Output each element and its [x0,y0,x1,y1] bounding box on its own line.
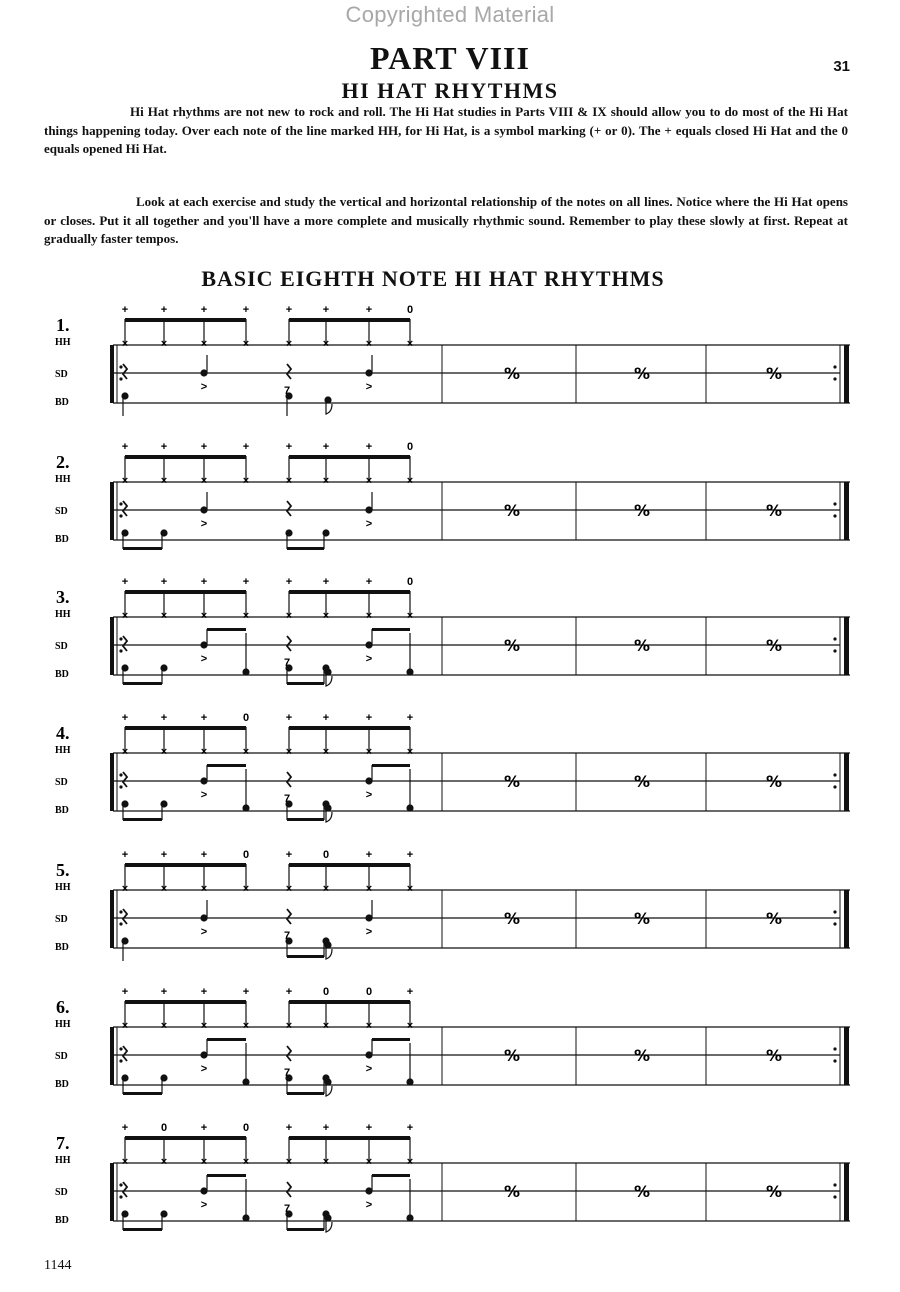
hh-mark: + [285,304,293,316]
hh-mark: + [406,849,414,861]
bd-beam [123,1092,162,1095]
sd-quarter-rest [123,1182,127,1197]
hh-x-notehead: × [121,610,129,622]
hh-x-notehead: × [365,1156,373,1168]
hh-mark: + [160,712,168,724]
hh-x-notehead: × [406,1156,414,1168]
copyright-watermark: Copyrighted Material [345,2,555,27]
bd-label: BD [55,1079,69,1090]
hh-mark: + [121,712,129,724]
hh-mark: + [121,576,129,588]
start-repeat-dot [119,1047,122,1050]
sd-quarter-rest [123,909,127,924]
exercise-5 [55,849,850,961]
hh-x-notehead: × [322,883,330,895]
hh-x-notehead: × [285,883,293,895]
measure-repeat-sign: % [633,772,651,791]
end-repeat-thick-bar [844,890,849,948]
exercise-number: 6. [56,997,70,1017]
measure-repeat-sign: % [765,636,783,655]
hh-x-notehead: × [322,746,330,758]
hh-mark: + [365,712,373,724]
bd-eighth-rest: 7 [283,930,291,942]
hh-mark: + [285,712,293,724]
sd-quarter-rest [123,1046,127,1061]
bd-label: BD [55,397,69,408]
measure-repeat-sign: % [633,909,651,928]
hh-x-notehead: × [121,338,129,350]
hh-mark: 0 [406,304,414,316]
sd-notehead [242,668,249,675]
hh-x-notehead: × [160,475,168,487]
hh-x-notehead: × [365,883,373,895]
accent-mark: > [365,653,373,665]
start-repeat-thick-bar [110,890,114,948]
hh-x-notehead: × [242,1156,250,1168]
accent-mark: > [365,381,373,393]
start-repeat-thick-bar [110,345,114,403]
accent-mark: > [200,518,208,530]
end-repeat-dot [833,1183,836,1186]
hh-x-notehead: × [121,1020,129,1032]
sd-notehead [242,1214,249,1221]
measure-repeat-sign: % [503,909,521,928]
hh-x-notehead: × [322,1156,330,1168]
hh-x-notehead: × [406,338,414,350]
hh-beam [125,590,246,594]
hh-beam [289,590,410,594]
hh-label: HH [55,1019,71,1030]
measure-repeat-sign: % [633,501,651,520]
accent-mark: > [365,518,373,530]
hh-beam [289,455,410,459]
plate-number: 1144 [44,1258,72,1273]
hh-x-notehead: × [160,1020,168,1032]
hh-x-notehead: × [242,883,250,895]
measure-repeat-sign: % [503,1046,521,1065]
accent-mark: > [365,1199,373,1211]
hh-x-notehead: × [242,1020,250,1032]
end-repeat-dot [833,637,836,640]
bd-beam [287,1228,324,1231]
hh-beam [125,863,246,867]
start-repeat-thick-bar [110,617,114,675]
hh-mark: 0 [160,1122,168,1134]
hh-beam [125,1136,246,1140]
start-repeat-dot [119,1195,122,1198]
accent-mark: > [365,926,373,938]
hh-x-notehead: × [322,475,330,487]
hh-mark: + [200,712,208,724]
start-repeat-dot [119,649,122,652]
measure-repeat-sign: % [633,1182,651,1201]
sd-notehead [242,804,249,811]
hh-mark: + [322,576,330,588]
sd-notehead [406,804,413,811]
hh-x-notehead: × [365,475,373,487]
exercise-6 [55,986,850,1096]
hh-x-notehead: × [200,1020,208,1032]
hh-x-notehead: × [160,883,168,895]
intro-paragraph-1: Hi Hat rhythms are not new to rock and roll. The Hi Hat studies in Parts VIII & IX should allow you to do most of the Hi Hat things happening today. Over each note of the line marked HH, for Hi Hat, is a symbol marking (+ or 0). The + equals closed Hi Hat and the 0 equals opened Hi Hat. [44,104,848,156]
start-repeat-dot [119,1183,122,1186]
bd-beam [287,682,324,685]
sd-label: SD [55,914,68,925]
hh-x-notehead: × [365,1020,373,1032]
measure-repeat-sign: % [503,364,521,383]
end-repeat-dot [833,1047,836,1050]
hh-x-notehead: × [242,475,250,487]
accent-mark: > [200,1063,208,1075]
hh-mark: + [322,441,330,453]
end-repeat-dot [833,922,836,925]
hh-label: HH [55,609,71,620]
end-repeat-dot [833,785,836,788]
hh-x-notehead: × [365,610,373,622]
hh-mark: + [160,576,168,588]
hh-label: HH [55,745,71,756]
hh-mark: 0 [406,576,414,588]
hh-beam [289,726,410,730]
measure-repeat-sign: % [633,1046,651,1065]
sd-beam [372,1038,410,1041]
sd-quarter-rest [123,501,127,516]
bd-label: BD [55,1215,69,1226]
hh-mark: + [285,849,293,861]
hh-beam [125,1000,246,1004]
hh-mark: + [242,304,250,316]
hh-x-notehead: × [322,338,330,350]
sd-quarter-rest [123,772,127,787]
sd-beam [372,764,410,767]
exercise-number: 1. [56,315,70,335]
hh-x-notehead: × [121,883,129,895]
end-repeat-dot [833,377,836,380]
sd-quarter-rest [287,636,291,651]
bd-beam [287,547,324,550]
hh-x-notehead: × [160,746,168,758]
exercise-2 [55,441,850,550]
end-repeat-dot [833,1195,836,1198]
hh-x-notehead: × [200,746,208,758]
hh-x-notehead: × [200,338,208,350]
exercise-4 [55,712,850,822]
hh-label: HH [55,882,71,893]
sd-label: SD [55,1187,68,1198]
sd-quarter-rest [287,501,291,516]
end-repeat-dot [833,514,836,517]
hh-x-notehead: × [160,1156,168,1168]
bd-label: BD [55,534,69,545]
sd-beam [207,1174,246,1177]
start-repeat-dot [119,910,122,913]
sd-quarter-rest [287,1046,291,1061]
bd-beam [123,547,162,550]
hh-mark: + [285,986,293,998]
hh-mark: + [365,1122,373,1134]
hh-mark: 0 [322,986,330,998]
hh-mark: + [406,986,414,998]
intro-paragraph-2: Look at each exercise and study the vertical and horizontal relationship of the notes on all lines. Notice where the Hi Hat opens or closes. Put it all together and you'll have a more complete and musically rhythmic sound. Remember to play these slowly at first. Repeat at gradually faster tempos. [44,194,848,246]
hh-mark: + [200,441,208,453]
accent-mark: > [365,789,373,801]
hh-mark: + [160,441,168,453]
sd-beam [372,628,410,631]
sd-beam [207,1038,246,1041]
page-number: 31 [833,58,850,75]
bd-label: BD [55,669,69,680]
measure-repeat-sign: % [503,772,521,791]
end-repeat-thick-bar [844,753,849,811]
hh-x-notehead: × [121,475,129,487]
end-repeat-thick-bar [844,617,849,675]
hh-beam [289,318,410,322]
hh-label: HH [55,1155,71,1166]
hh-mark: + [285,1122,293,1134]
hh-x-notehead: × [160,338,168,350]
hh-beam [289,1136,410,1140]
bd-beam [123,682,162,685]
sd-label: SD [55,506,68,517]
sd-quarter-rest [287,909,291,924]
hh-mark: + [322,712,330,724]
start-repeat-thick-bar [110,1027,114,1085]
sd-label: SD [55,369,68,380]
accent-mark: > [200,789,208,801]
start-repeat-dot [119,922,122,925]
exercise-1 [55,304,850,416]
hh-x-notehead: × [285,746,293,758]
hh-x-notehead: × [406,746,414,758]
end-repeat-dot [833,502,836,505]
hh-mark: + [200,576,208,588]
sd-beam [372,1174,410,1177]
measure-repeat-sign: % [633,636,651,655]
hh-mark: 0 [322,849,330,861]
hh-x-notehead: × [200,883,208,895]
end-repeat-dot [833,365,836,368]
exercise-number: 5. [56,860,70,880]
part-title: PART VIII [370,40,530,76]
start-repeat-dot [119,514,122,517]
bd-eighth-rest: 7 [283,657,291,669]
hh-label: HH [55,337,71,348]
hh-x-notehead: × [406,883,414,895]
accent-mark: > [200,1199,208,1211]
sd-notehead [406,1078,413,1085]
bd-beam [287,955,324,958]
hh-mark: + [160,304,168,316]
exercise-number: 4. [56,723,70,743]
hh-x-notehead: × [406,1020,414,1032]
exercise-number: 2. [56,452,70,472]
accent-mark: > [200,926,208,938]
hh-mark: + [121,441,129,453]
exercise-number: 7. [56,1133,70,1153]
sd-notehead [406,1214,413,1221]
hh-x-notehead: × [365,746,373,758]
hh-x-notehead: × [285,338,293,350]
hh-x-notehead: × [322,610,330,622]
hh-mark: + [121,849,129,861]
end-repeat-thick-bar [844,1163,849,1221]
hh-mark: + [322,304,330,316]
bd-beam [287,1092,324,1095]
hh-mark: 0 [242,712,250,724]
measure-repeat-sign: % [503,636,521,655]
hh-mark: + [200,849,208,861]
start-repeat-dot [119,773,122,776]
hh-x-notehead: × [285,475,293,487]
measure-repeat-sign: % [765,1182,783,1201]
hh-x-notehead: × [160,610,168,622]
sd-quarter-rest [287,772,291,787]
hh-x-notehead: × [285,1020,293,1032]
start-repeat-thick-bar [110,482,114,540]
start-repeat-dot [119,365,122,368]
sd-quarter-rest [123,636,127,651]
hh-beam [289,1000,410,1004]
end-repeat-thick-bar [844,482,849,540]
hh-x-notehead: × [242,338,250,350]
accent-mark: > [200,381,208,393]
end-repeat-thick-bar [844,1027,849,1085]
hh-x-notehead: × [200,610,208,622]
measure-repeat-sign: % [765,501,783,520]
sd-beam [207,628,246,631]
measure-repeat-sign: % [503,501,521,520]
hh-x-notehead: × [285,1156,293,1168]
hh-x-notehead: × [242,610,250,622]
sd-label: SD [55,1051,68,1062]
hh-x-notehead: × [200,475,208,487]
measure-repeat-sign: % [765,1046,783,1065]
measure-repeat-sign: % [765,909,783,928]
hh-beam [289,863,410,867]
start-repeat-thick-bar [110,753,114,811]
measure-repeat-sign: % [765,364,783,383]
hh-mark: + [365,304,373,316]
accent-mark: > [200,653,208,665]
hh-x-notehead: × [406,475,414,487]
hh-x-notehead: × [406,610,414,622]
exercise-3 [55,576,850,686]
sd-notehead [242,1078,249,1085]
sd-quarter-rest [123,364,127,379]
hh-x-notehead: × [242,746,250,758]
end-repeat-dot [833,910,836,913]
exercise-7 [55,1122,850,1232]
hh-x-notehead: × [285,610,293,622]
bd-beam [123,1228,162,1231]
start-repeat-dot [119,785,122,788]
bd-label: BD [55,942,69,953]
sd-label: SD [55,777,68,788]
sd-beam [207,764,246,767]
hh-mark: 0 [242,1122,250,1134]
bd-eighth-rest: 7 [283,1067,291,1079]
hh-mark: + [242,441,250,453]
end-repeat-dot [833,1059,836,1062]
hh-mark: 0 [365,986,373,998]
start-repeat-dot [119,1059,122,1062]
sd-quarter-rest [287,1182,291,1197]
hh-mark: + [160,849,168,861]
section-title: HI HAT RHYTHMS [341,78,559,103]
hh-beam [125,455,246,459]
hh-mark: + [365,441,373,453]
exercise-number: 3. [56,587,70,607]
end-repeat-dot [833,649,836,652]
start-repeat-dot [119,637,122,640]
hh-x-notehead: × [121,1156,129,1168]
bd-label: BD [55,805,69,816]
hh-beam [125,318,246,322]
hh-x-notehead: × [322,1020,330,1032]
start-repeat-thick-bar [110,1163,114,1221]
hh-mark: + [160,986,168,998]
hh-x-notehead: × [121,746,129,758]
drum-exercises [0,295,900,1275]
hh-mark: + [365,849,373,861]
bd-eighth-rest: 7 [283,385,291,397]
hh-mark: + [285,441,293,453]
start-repeat-dot [119,502,122,505]
sd-label: SD [55,641,68,652]
hh-mark: + [200,1122,208,1134]
bd-beam [123,818,162,821]
hh-mark: + [285,576,293,588]
hh-mark: + [322,1122,330,1134]
hh-mark: 0 [242,849,250,861]
hh-mark: + [365,576,373,588]
end-repeat-dot [833,773,836,776]
sd-quarter-rest [287,364,291,379]
end-repeat-thick-bar [844,345,849,403]
start-repeat-dot [119,377,122,380]
hh-mark: 0 [406,441,414,453]
hh-mark: + [200,304,208,316]
hh-mark: + [242,576,250,588]
bd-beam [287,818,324,821]
hh-x-notehead: × [200,1156,208,1168]
exercise-section-title: BASIC EIGHTH NOTE HI HAT RHYTHMS [201,266,665,291]
hh-mark: + [200,986,208,998]
hh-mark: + [242,986,250,998]
accent-mark: > [365,1063,373,1075]
hh-mark: + [406,712,414,724]
measure-repeat-sign: % [633,364,651,383]
hh-mark: + [121,304,129,316]
hh-beam [125,726,246,730]
measure-repeat-sign: % [503,1182,521,1201]
hh-mark: + [121,1122,129,1134]
hh-label: HH [55,474,71,485]
hh-mark: + [406,1122,414,1134]
hh-mark: + [121,986,129,998]
bd-eighth-rest: 7 [283,1203,291,1215]
hh-x-notehead: × [365,338,373,350]
sd-notehead [406,668,413,675]
measure-repeat-sign: % [765,772,783,791]
bd-eighth-rest: 7 [283,793,291,805]
